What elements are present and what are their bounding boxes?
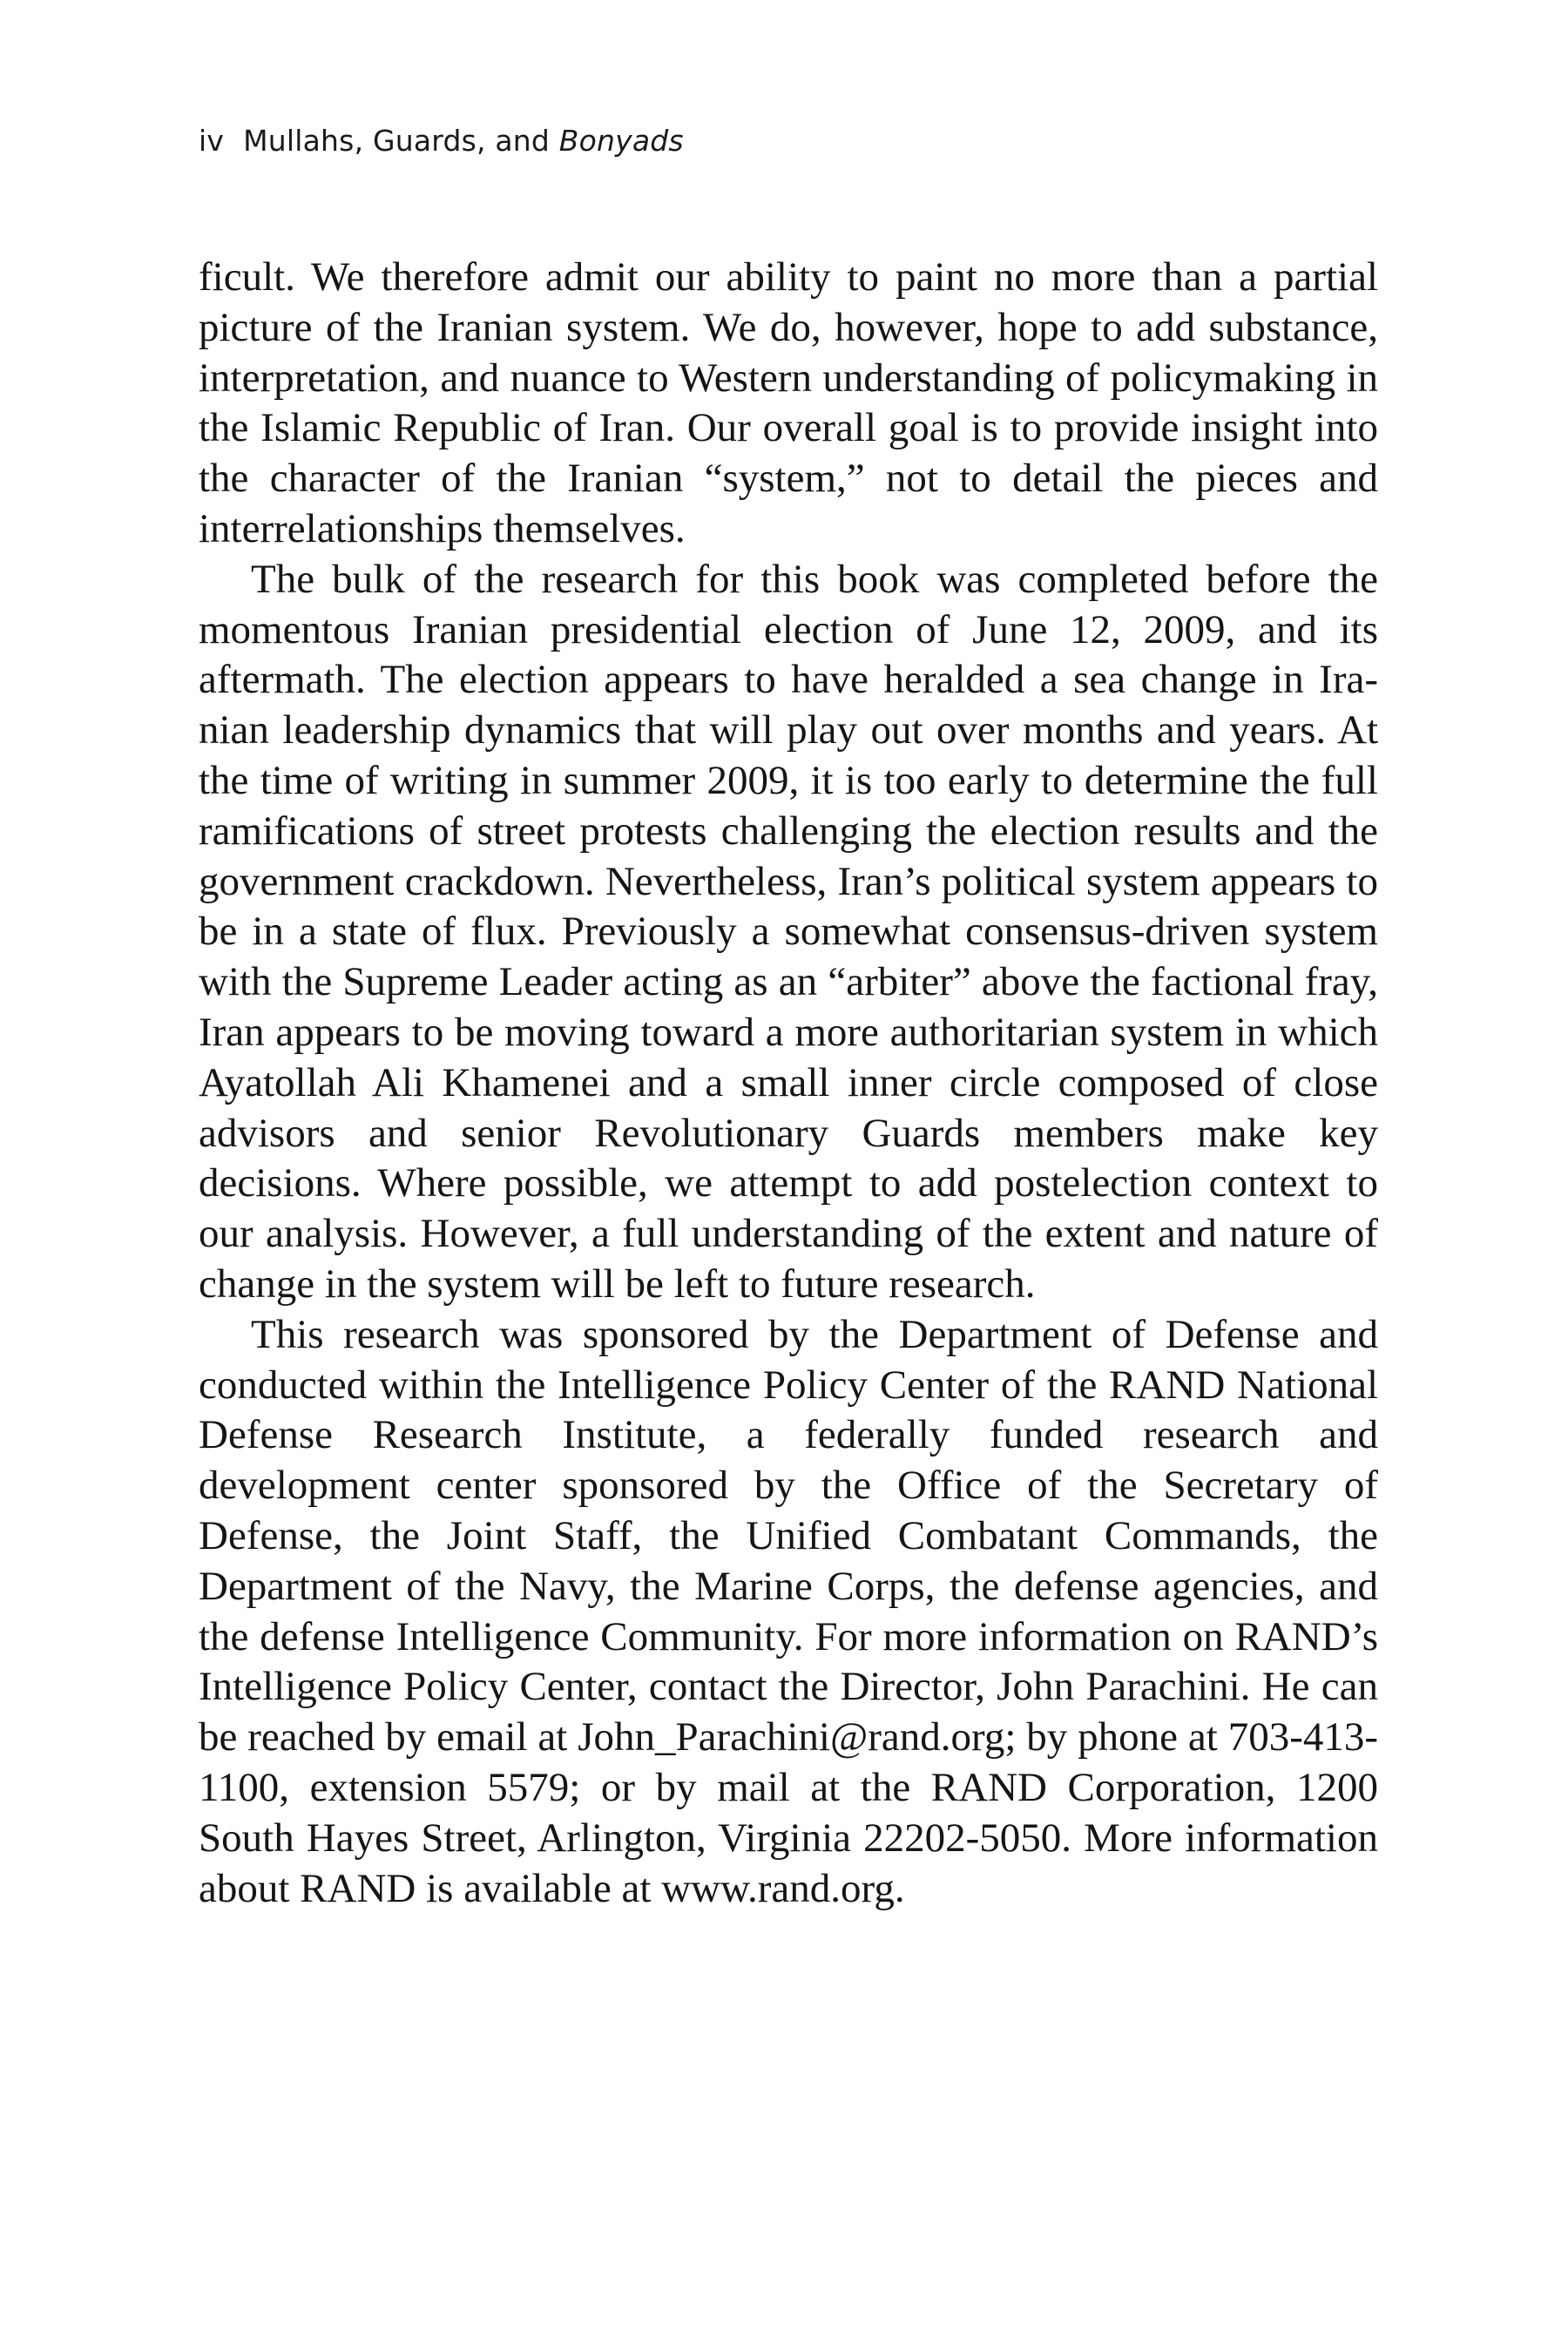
- page-number: iv: [199, 124, 225, 158]
- running-head: [199, 124, 684, 158]
- paragraph-2: The bulk of the research for this book was completed before the momentous Iranian presidential election of June 12, 2009, and its aftermath. The election appears to have heralded a sea change in Iranian leadership dynamics that will play out over months and years. At the time of writing in summer 2009, it is too early to determine the full ramifications of street protests challenging the election results and the government crackdown. Nevertheless, Iran’s political system appears to be in a state of flux. Previously a somewhat consensus-driven system with the Supreme Leader acting as an “arbiter” above the factional fray, Iran appears to be moving toward a more authoritarian system in which Ayatollah Ali Khamenei and a small inner circle composed of close advisors and senior Revolutionary Guards members make key decisions. Where possible, we attempt to add postelection context to our analysis. However, a full understanding of the extent and nature of change in the system will be left to future research.: [199, 556, 1378, 1307]
- running-head-title-italic: Bonyads: [558, 124, 684, 158]
- body-text: [199, 253, 1378, 1914]
- running-head-title: Mullahs, Guards, and: [243, 124, 551, 158]
- paragraph-1: ficult. We therefore admit our ability to paint no more than a partial picture of the Iranian system. We do, however, hope to add substance, interpretation, and nuance to Western understanding of policymaking in the Islamic Republic of Iran. Our overall goal is to provide insight into the character of the Iranian “system,” not to detail the pieces and interrelationships themselves.: [199, 254, 1378, 551]
- paragraph-3: This research was sponsored by the Department of Defense and conducted within the Intelligence Policy Center of the RAND National Defense Research Institute, a federally funded research and development center sponsored by the Office of the Secretary of Defense, the Joint Staff, the Unified Combatant Commands, the Department of the Navy, the Marine Corps, the defense agencies, and the defense Intelligence Community. For more information on RAND’s Intelligence Policy Center, contact the Director, John Parachini. He can be reached by email at John_Parachini@rand.org; by phone at 703-413-1100, extension 5579; or by mail at the RAND Corporation, 1200 South Hayes Street, Arlington, Virginia 22202-5050. More information about RAND is available at www.rand.org.: [199, 1311, 1378, 1911]
